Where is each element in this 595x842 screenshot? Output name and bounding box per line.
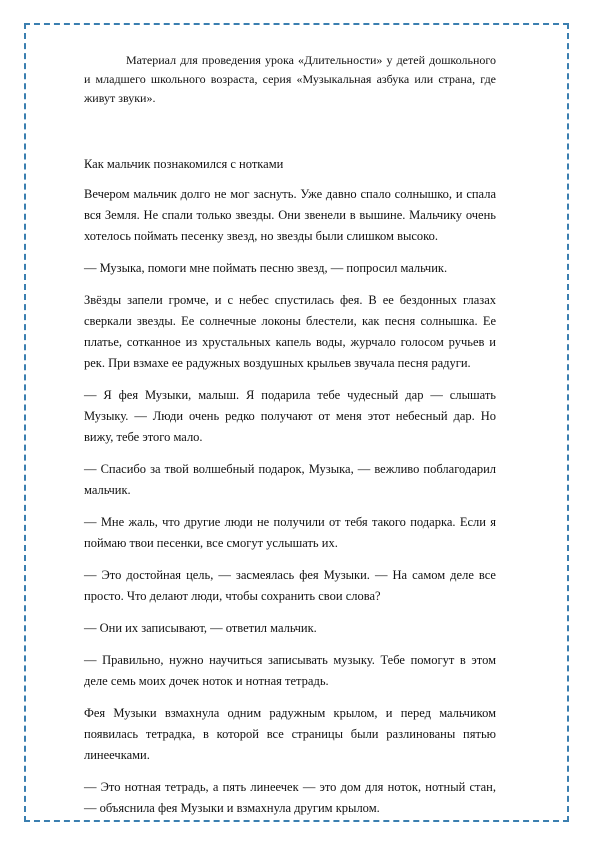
intro-text: Материал для проведения урока «Длительности» у детей дошкольного и младшего школьного возраста, серия «Музыкальная азбука или страна, где живут звуки». (84, 53, 496, 105)
paragraph: — Музыка, помоги мне поймать песню звезд, — попросил мальчик. (84, 261, 448, 275)
paragraph: — Это нотная тетрадь, а пять линеечек — это дом для ноток, нотный стан, — объяснила фея Музыки и взмахнула другим крылом. (84, 780, 496, 815)
paragraph: Звёзды запели громче, и с небес спустилась фея. В ее бездонных глазах сверкали звезды. Ее солнечные локоны блестели, как песня солнышка. Ее платье, сотканное из хрустальных капель воды, журчало голосом ручьев и рек. При взмахе ее радужных воздушных крыльев звучала песня радуги. (84, 293, 496, 370)
document-body (84, 51, 496, 815)
story-text (84, 184, 496, 830)
story-title: Как мальчик познакомился с нотками (84, 157, 284, 171)
paragraph: — Правильно, нужно научиться записывать музыку. Тебе помогут в этом деле семь моих дочек ноток и нотная тетрадь. (84, 653, 496, 688)
paragraph: Фея Музыки взмахнула одним радужным крылом, и перед мальчиком появилась тетрадка, в которой все страницы были разлинованы пятью линеечками. (84, 706, 496, 762)
paragraph: — Это достойная цель, — засмеялась фея Музыки. — На самом деле все просто. Что делают люди, чтобы сохранить свои слова? (84, 568, 496, 603)
paragraph: — Они их записывают, — ответил мальчик. (84, 621, 317, 635)
paragraph: — Спасибо за твой волшебный подарок, Музыка, — вежливо поблагодарил мальчик. (84, 462, 496, 497)
paragraph: — Я фея Музыки, малыш. Я подарила тебе чудесный дар — слышать Музыку. — Люди очень редко получают от меня этот небесный дар. Но вижу, тебе этого мало. (84, 388, 496, 444)
paragraph: — Мне жаль, что другие люди не получили от тебя такого подарка. Если я поймаю твои песенки, все смогут услышать их. (84, 515, 496, 550)
paragraph: Вечером мальчик долго не мог заснуть. Уже давно спало солнышко, и спала вся Земля. Не спали только звезды. Они звенели в вышине. Мальчику очень хотелось поймать песенку звезд, но звезды были слишком высоко. (84, 187, 496, 243)
